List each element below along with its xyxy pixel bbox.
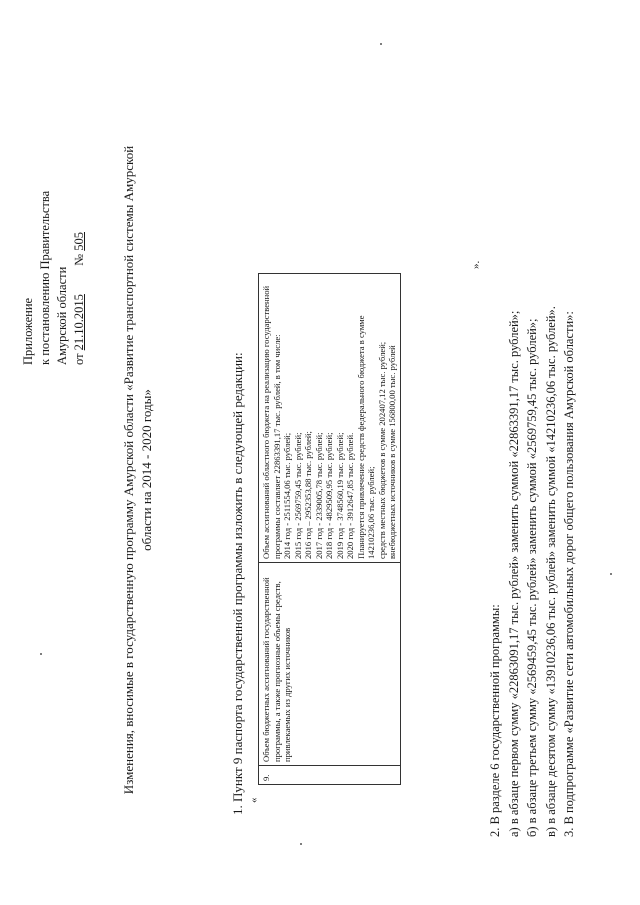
- section-2-line: в) в абзаце десятом сумму «13910236,06 тыс. рублей» заменить суммой «14210236,06 тыс. рублей».: [543, 306, 558, 837]
- content-line: 2020 год - 3912647,85 тыс. рублей.: [345, 432, 355, 559]
- appendix-date-line: [71, 65, 88, 365]
- content-line: 2018 год - 4829509,95 тыс. рублей;: [324, 432, 334, 559]
- content-line: Планируется привлечение средств федерального бюджета в сумме 14210236,06 тыс. рублей;: [355, 315, 376, 559]
- section-2-line: 2. В разделе 6 государственной программы:: [488, 604, 502, 837]
- quote-close: ».: [470, 260, 482, 269]
- section-2-block: [486, 37, 579, 837]
- row-label: Объем бюджетных ассигнований государственной программы, а также прогнозные объемы средств, привлекаемых из других источников: [259, 563, 401, 766]
- content-line: 2019 год - 3748560,19 тыс. рублей;: [334, 432, 345, 559]
- section-2-line: б) в абзаце третьем сумму «2569459,45 тыс. рублей» заменить суммой «2569759,45 тыс. рублей»;: [525, 318, 539, 837]
- table-row: [259, 274, 401, 785]
- heading-line-2: области на 2014 - 2020 годы»: [139, 389, 154, 551]
- scan-speck: [380, 43, 382, 45]
- content-line: внебюджетных источников в сумме 156800,00 тыс. рублей: [387, 345, 397, 559]
- content-line: 2016 год – 2952353,88 тыс. рублей;: [303, 431, 313, 559]
- scan-speck: [40, 653, 42, 655]
- heading-line-1: Изменения, вносимые в государственную программу Амурской области «Развитие транспортной системы Амурской: [121, 145, 136, 795]
- scan-speck: [610, 573, 612, 575]
- decree-date: 21.10.2015: [72, 294, 86, 351]
- section-2-line: 3. В подпрограмме «Развитие сети автомобильных дорог общего пользования Амурской области»:: [562, 311, 576, 837]
- row-number: 9.: [259, 766, 401, 785]
- content-line: Объем ассигнований областного бюджета на реализацию государственной программы составляет 22863391,17 тыс. рублей, в том числе:: [261, 285, 282, 559]
- content-line: 2015 год - 2569759,45 тыс. рублей;: [292, 432, 303, 559]
- number-sign: №: [72, 253, 86, 266]
- date-prefix: от: [72, 353, 86, 365]
- passport-table: [258, 273, 401, 785]
- appendix-line-3: Амурской области: [55, 266, 69, 365]
- quote-open: «: [248, 797, 260, 803]
- section-2-line: а) в абзаце первом сумму «22863091,17 тыс. рублей» заменить суммой «22863391,17 тыс. рублей»;: [506, 310, 521, 837]
- appendix-title: Приложение: [21, 297, 35, 365]
- point-1-text: 1. Пункт 9 паспорта государственной программы изложить в следующей редакции:: [230, 352, 245, 815]
- appendix-block: [20, 65, 88, 365]
- document-heading: [120, 125, 156, 815]
- content-line: средств местных бюджетов в сумме 202407,12 тыс. рублей;: [376, 341, 387, 559]
- content-line: 2014 год - 2511554,06 тыс. рублей;: [282, 432, 292, 559]
- decree-number: 505: [72, 232, 86, 251]
- scan-speck: [300, 843, 302, 845]
- content-line: 2017 год - 2339005,78 тыс. рублей;: [313, 432, 324, 559]
- row-content: [259, 274, 401, 563]
- appendix-line-2: к постановлению Правительства: [38, 190, 52, 365]
